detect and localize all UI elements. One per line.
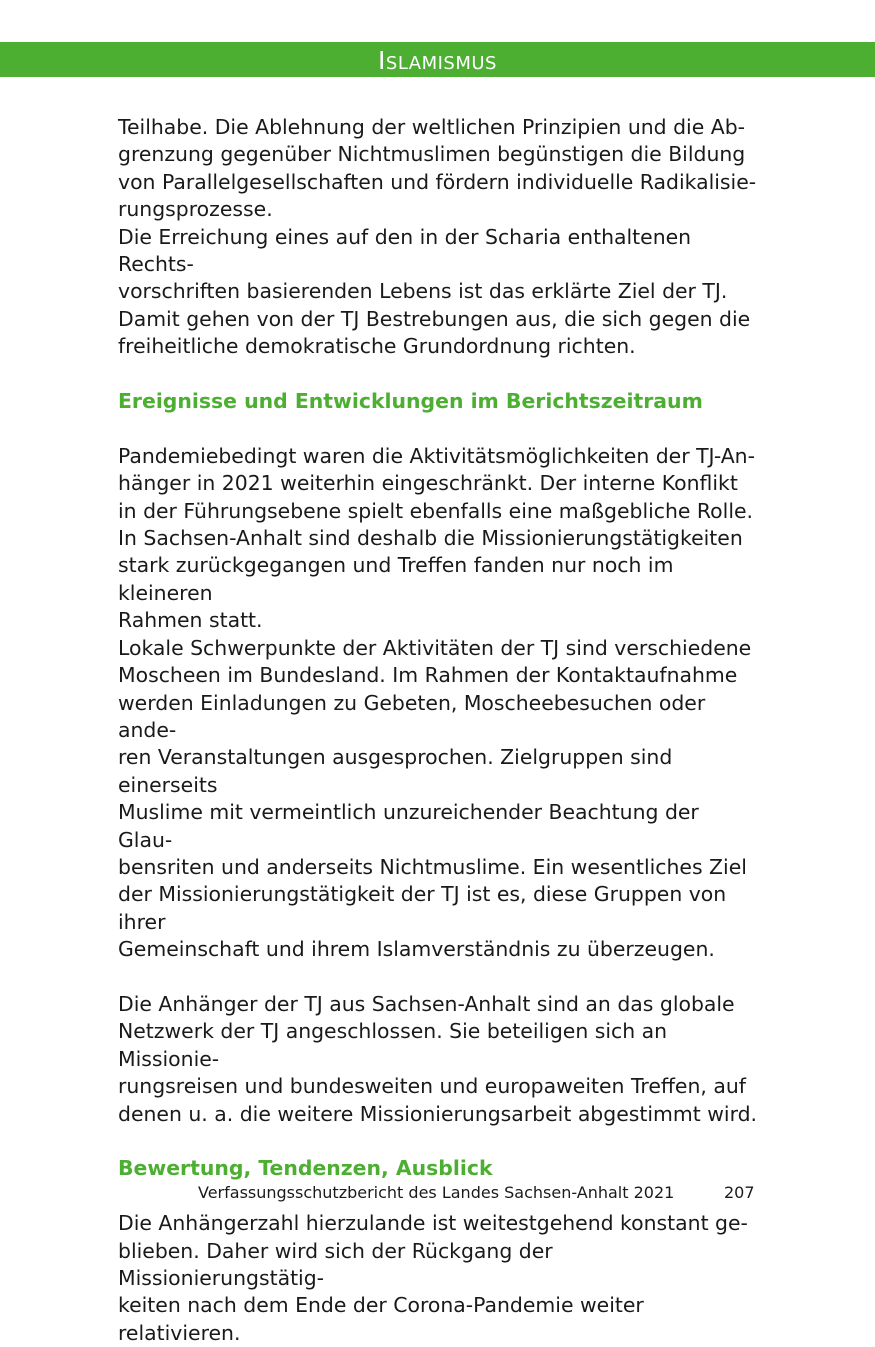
page-number: 207 <box>724 1183 755 1202</box>
paragraph-gap <box>118 964 758 991</box>
body-paragraph: Die Anhänger der TJ aus Sachsen-Anhalt sind an das globale Netzwerk der TJ angeschlossen. Sie beteiligen sich an Missionie- rungsreisen und bundesweiten und europaweiten Treffen, auf denen u. a. die weitere Missionierungsarbeit abgestimmt wird. <box>118 991 758 1126</box>
body-paragraph: Pandemiebedingt waren die Aktivitätsmöglichkeiten der TJ-An- hänger in 2021 weiterhin eingeschränkt. Der interne Konflikt in der Führungsebene spielt ebenfalls eine maßgebliche Rolle. In Sachsen-Anhalt sind deshalb die Missionierungstätigkeiten stark zurückgegangen und Treffen fanden nur noch im kleineren Rahmen statt. <box>118 443 755 633</box>
body-paragraph: Die Anhängerzahl hierzulande ist weitestgehend konstant ge- blieben. Daher wird sich der Rückgang der Missionierungstätig- keiten nach dem Ende der Corona-Pandemie weiter relativieren. <box>118 1211 748 1345</box>
section-heading: Bewertung, Tendenzen, Ausblick <box>118 1156 493 1181</box>
paragraph-gap <box>118 361 758 388</box>
page-section-title: Islamismus <box>378 46 497 75</box>
header-band <box>0 42 875 77</box>
paragraph-gap <box>118 1128 758 1155</box>
footer-publication-title: Verfassungsschutzbericht des Landes Sachsen-Anhalt 2021 <box>198 1183 675 1202</box>
body-paragraph: Die Erreichung eines auf den in der Scharia enthaltenen Rechts- vorschriften basierenden Lebens ist das erklärte Ziel der TJ. Damit gehen von der TJ Bestrebungen aus, die sich gegen die freiheitliche demokratische Grundordnung richten. <box>118 224 751 359</box>
page-content <box>118 114 758 1347</box>
paragraph-gap <box>118 415 758 442</box>
page-footer <box>0 1180 875 1206</box>
section-heading: Ereignisse und Entwicklungen im Berichtszeitraum <box>118 389 703 414</box>
body-paragraph: Lokale Schwerpunkte der Aktivitäten der TJ sind verschiedene Moscheen im Bundesland. Im Rahmen der Kontaktaufnahme werden Einladungen zu Gebeten, Moscheebesuchen oder ande- ren Veranstaltungen ausgesprochen. Zielgruppen sind einerseits Muslime mit vermeintlich unzureichender Beachtung der Glau- bensriten und anderseits Nichtmuslime. Ein wesentliches Ziel der Missionierungstätigkeit der TJ ist es, diese Gruppen von ihrer Gemeinschaft und ihrem Islamverständnis zu überzeugen. <box>118 635 752 962</box>
body-paragraph: Teilhabe. Die Ablehnung der weltlichen Prinzipien und die Ab- grenzung gegenüber Nichtmuslimen begünstigen die Bildung von Parallelgesellschaften und fördern individuelle Radikalisie- rungsprozesse. <box>118 115 757 222</box>
